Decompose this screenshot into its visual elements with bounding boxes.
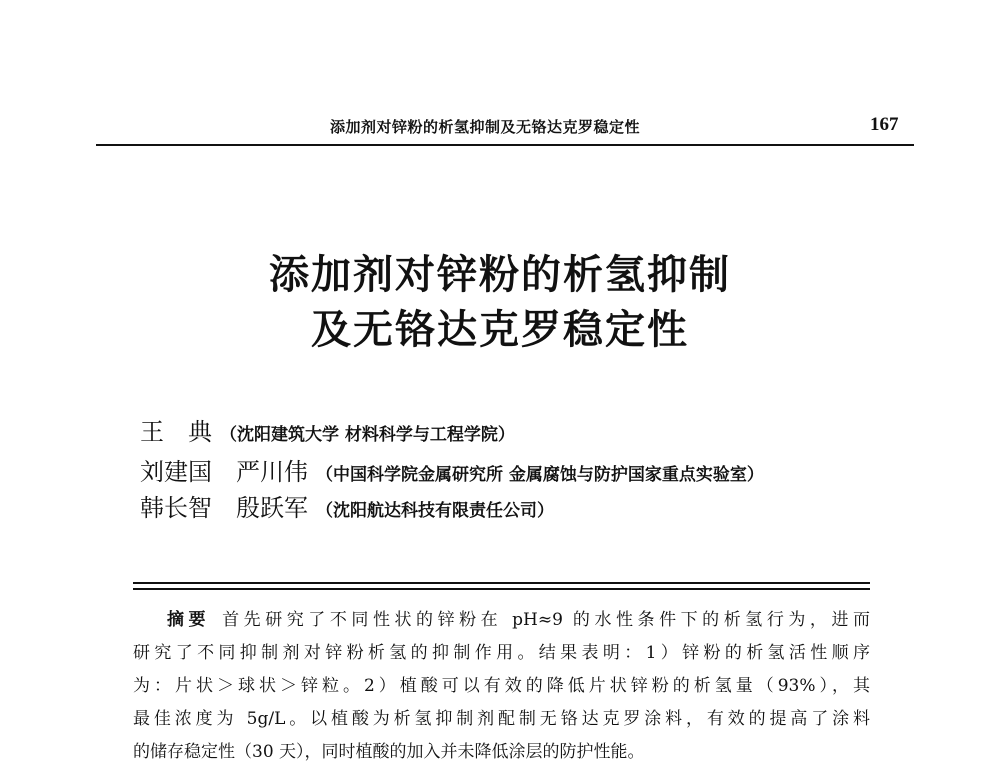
author-line <box>140 412 515 447</box>
running-title: 添加剂对锌粉的析氢抑制及无铬达克罗稳定性 <box>330 118 641 136</box>
running-header <box>0 114 1000 138</box>
author-affiliation: （沈阳建筑大学 材料科学与工程学院） <box>220 425 515 445</box>
author-names: 韩长智 殷跃军 <box>140 494 308 522</box>
abstract-divider <box>133 582 870 590</box>
abstract <box>133 604 870 769</box>
author-line <box>140 488 554 523</box>
author-line <box>140 452 764 487</box>
abstract-line: 最佳浓度为 5g/L。以植酸为析氢抑制剂配制无铬达克罗涂料，有效的提高了涂料 <box>133 709 870 729</box>
author-affiliation: （沈阳航达科技有限责任公司） <box>316 501 554 521</box>
abstract-line: 为：片状＞球状＞锌粒。2）植酸可以有效的降低片状锌粉的析氢量（93%），其 <box>133 676 870 696</box>
author-names: 王 典 <box>140 418 212 446</box>
abstract-line <box>133 604 870 637</box>
author-names: 刘建国 严川伟 <box>140 458 308 486</box>
abstract-line: 研究了不同抑制剂对锌粉析氢的抑制作用。结果表明：1）锌粉的析氢活性顺序 <box>133 643 870 663</box>
author-affiliation: （中国科学院金属研究所 金属腐蚀与防护国家重点实验室） <box>316 465 764 485</box>
paper-title-line-2: 及无铬达克罗稳定性 <box>311 306 689 353</box>
page-number: 167 <box>870 114 899 135</box>
abstract-label: 摘要 <box>167 610 211 630</box>
abstract-line: 的储存稳定性（30 天），同时植酸的加入并未降低涂层的防护性能。 <box>133 742 645 762</box>
header-rule <box>96 144 914 146</box>
abstract-text: 首先研究了不同性状的锌粉在 pH≈9 的水性条件下的析氢行为，进而 <box>222 610 871 630</box>
paper-title-line-1: 添加剂对锌粉的析氢抑制 <box>269 251 731 298</box>
